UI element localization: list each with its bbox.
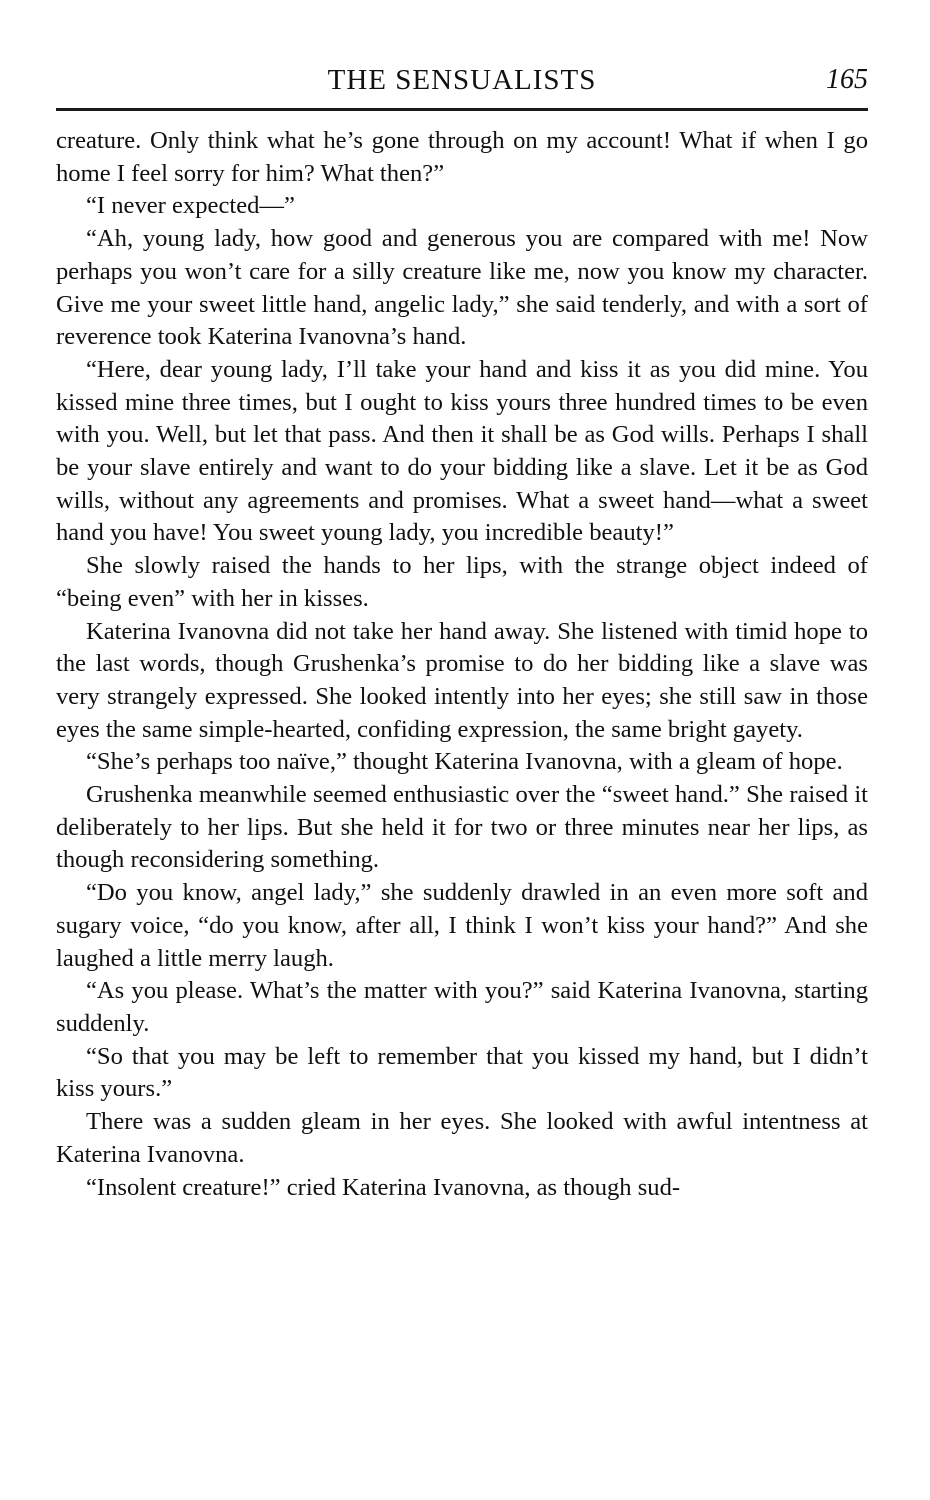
paragraph: creature. Only think what he’s gone through on my account! What if when I go home I feel sorry for him? What then?” (56, 127, 868, 187)
paragraph: “As you please. What’s the matter with you?” said Katerina Ivanovna, starting suddenly. (56, 977, 868, 1037)
paragraph: “She’s perhaps too naïve,” thought Katerina Ivanovna, with a gleam of hope. (86, 748, 843, 776)
running-header (56, 58, 868, 102)
paragraph: Katerina Ivanovna did not take her hand away. She listened with timid hope to the last words, though Grushenka’s promise to do her bidding like a slave was very strangely expressed. She looked intently into her eyes; she still saw in those eyes the same simple-hearted, confiding expression, the same bright gayety. (56, 617, 868, 743)
paragraph: “So that you may be left to remember that you kissed my hand, but I didn’t kiss yours.” (56, 1042, 868, 1103)
paragraph: “Ah, young lady, how good and generous you are compared with me! Now perhaps you won’t care for a silly creature like me, now you know my character. Give me your sweet little hand, angelic lady,” she said tenderly, and with a sort of reverence took Katerina Ivanovna’s hand. (56, 225, 868, 351)
header-rule (56, 108, 868, 111)
paragraph: “I never expected—” (86, 192, 295, 220)
paragraph: She slowly raised the hands to her lips, with the strange object indeed of “being even” with her in kisses. (56, 552, 868, 612)
paragraph: “Here, dear young lady, I’ll take your hand and kiss it as you did mine. You kissed mine three times, but I ought to kiss yours three hundred times to be even with you. Well, but let that pass. And then it shall be as God wills. Perhaps I shall be your slave entirely and want to do your bidding like a slave. Let it be as God wills, without any agreements and promises. What a sweet hand—what a sweet hand you have! You sweet young lady, you incredible beauty!” (56, 355, 868, 547)
book-page (56, 58, 868, 1204)
page-number: 165 (826, 64, 868, 95)
body-text (56, 125, 868, 1204)
page-title: THE SENSUALISTS (327, 64, 597, 96)
paragraph: There was a sudden gleam in her eyes. She looked with awful intentness at Katerina Ivanovna. (56, 1108, 868, 1168)
paragraph: Grushenka meanwhile seemed enthusiastic over the “sweet hand.” She raised it deliberately to her lips. But she held it for two or three minutes near her lips, as though reconsidering something. (56, 781, 868, 874)
paragraph: “Insolent creature!” cried Katerina Ivanovna, as though sud- (86, 1173, 681, 1201)
paragraph: “Do you know, angel lady,” she suddenly drawled in an even more soft and sugary voice, “do you know, after all, I think I won’t kiss your hand?” And she laughed a little merry laugh. (56, 879, 868, 972)
